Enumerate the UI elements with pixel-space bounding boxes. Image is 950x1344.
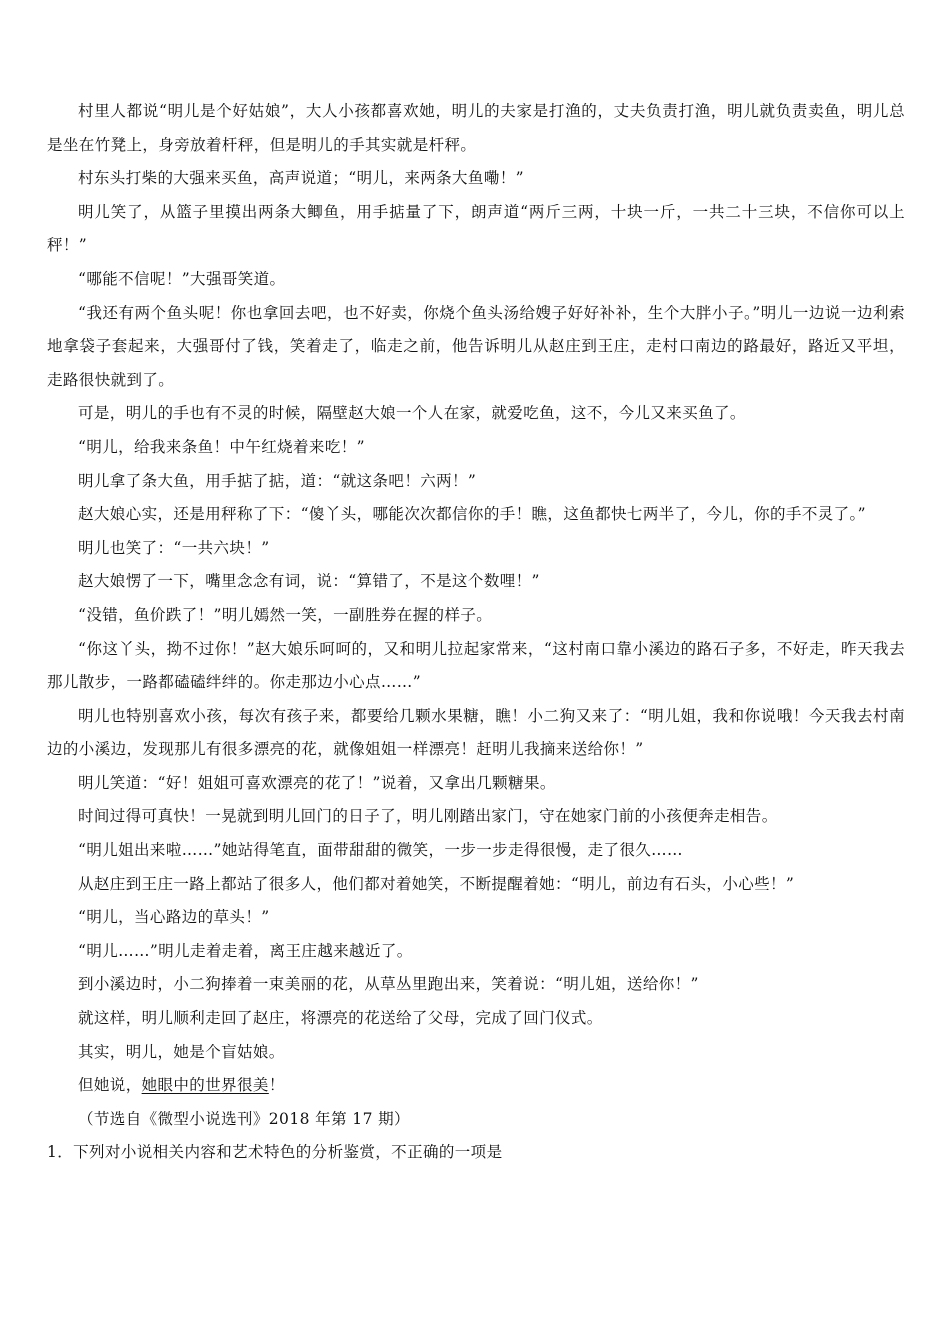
paragraph-17: “明儿姐出来啦……”她站得笔直，面带甜甜的微笑，一步一步走得很慢，走了很久…… [78, 841, 683, 860]
paragraph-3: 明儿笑了，从篮子里摸出两条大鲫鱼，用手掂量了下，朗声道“两斤三两，十块一斤，一共二十三块，不信你可以上秤！” [47, 202, 905, 255]
paragraph-7: “明儿，给我来条鱼！中午红烧着来吃！” [78, 437, 365, 456]
source-citation: （节选自《微型小说选刊》2018 年第 17 期） [78, 1109, 410, 1128]
final-suffix: ！ [268, 1076, 285, 1095]
paragraph-20: “明儿……”明儿走着走着，离王庄越来越近了。 [78, 941, 413, 960]
paragraph-19: “明儿，当心路边的草头！” [78, 908, 270, 927]
paragraph-2: 村东头打柴的大强来买鱼，高声说道；“明儿，来两条大鱼嘞！” [78, 169, 524, 188]
paragraph-14: 明儿也特别喜欢小孩，每次有孩子来，都要给几颗水果糖，瞧！小二狗又来了：“明儿姐，我和你说哦！今天我去村南边的小溪边，发现那儿有很多漂亮的花，就像姐姐一样漂亮！赶明儿我摘来送给你！” [47, 706, 905, 759]
paragraph-15: 明儿笑道：“好！姐姐可喜欢漂亮的花了！”说着，又拿出几颗糖果。 [78, 773, 556, 792]
paragraph-23: 其实，明儿，她是个盲姑娘。 [78, 1042, 285, 1061]
paragraph-final [47, 1069, 905, 1103]
paragraph-13: “你这丫头，拗不过你！”赵大娘乐呵呵的，又和明儿拉起家常来，“这村南口靠小溪边的路石子多，不好走，昨天我去那儿散步，一路都磕磕绊绊的。你走那边小心点……” [47, 639, 905, 692]
paragraph-21: 到小溪边时，小二狗捧着一束美丽的花，从草丛里跑出来，笑着说：“明儿姐，送给你！” [78, 975, 699, 994]
document-page [47, 95, 905, 1170]
paragraph-5: “我还有两个鱼头呢！你也拿回去吧，也不好卖，你烧个鱼头汤给嫂子好好补补，生个大胖小子。”明儿一边说一边利索地拿袋子套起来，大强哥付了钱，笑着走了，临走之前，他告诉明儿从赵庄到王庄，走村口南边的路最好，路近又平坦，走路很快就到了。 [47, 303, 905, 389]
paragraph-12: “没错，鱼价跌了！”明儿嫣然一笑，一副胜券在握的样子。 [78, 605, 493, 624]
paragraph-8: 明儿拿了条大鱼，用手掂了掂，道：“就这条吧！六两！” [78, 471, 477, 490]
paragraph-10: 明儿也笑了：“一共六块！” [78, 538, 270, 557]
paragraph-6: 可是，明儿的手也有不灵的时候，隔壁赵大娘一个人在家，就爱吃鱼，这不，今儿又来买鱼了。 [78, 404, 746, 423]
paragraph-16: 时间过得可真快！一晃就到明儿回门的日子了，明儿刚踏出家门，守在她家门前的小孩便奔走相告。 [78, 807, 778, 826]
question-1: 1．下列对小说相关内容和艺术特色的分析鉴赏，不正确的一项是 [47, 1143, 503, 1162]
final-prefix: 但她说， [78, 1076, 142, 1095]
final-underlined-phrase: 她眼中的世界很美 [141, 1076, 269, 1095]
paragraph-22: 就这样，明儿顺利走回了赵庄，将漂亮的花送给了父母，完成了回门仪式。 [78, 1009, 603, 1028]
paragraph-18: 从赵庄到王庄一路上都站了很多人，他们都对着她笑，不断提醒着她：“明儿，前边有石头，小心些！” [78, 874, 795, 893]
paragraph-4: “哪能不信呢！”大强哥笑道。 [78, 269, 286, 288]
paragraph-1: 村里人都说“明儿是个好姑娘”，大人小孩都喜欢她，明儿的夫家是打渔的，丈夫负责打渔，明儿就负责卖鱼，明儿总是坐在竹凳上，身旁放着杆秤，但是明儿的手其实就是杆秤。 [47, 102, 905, 154]
paragraph-11: 赵大娘愣了一下，嘴里念念有词，说：“算错了，不是这个数哩！” [78, 572, 540, 591]
paragraph-9: 赵大娘心实，还是用秤称了下：“傻丫头，哪能次次都信你的手！瞧，这鱼都快七两半了，今儿，你的手不灵了。” [78, 505, 867, 524]
